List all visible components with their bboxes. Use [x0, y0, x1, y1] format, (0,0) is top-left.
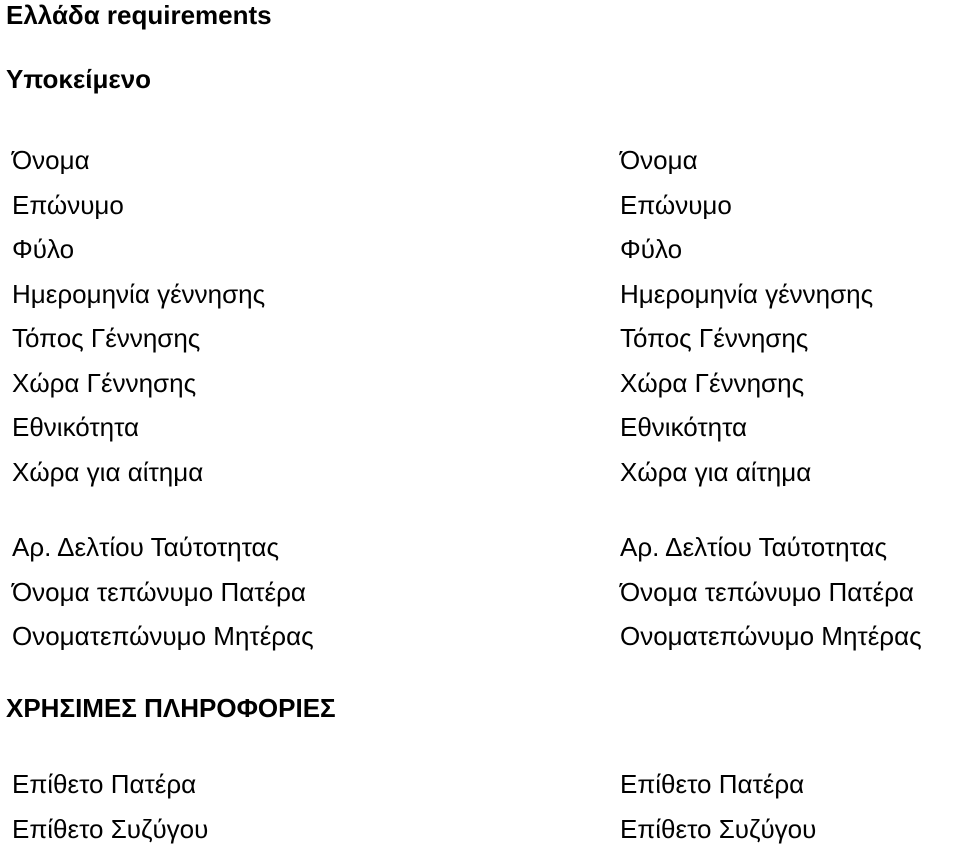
field-last-name-left: Επώνυμο — [12, 183, 265, 228]
field-birth-country-right: Χώρα Γέννησης — [620, 361, 873, 406]
field-mother-name-right: Ονοματεπώνυμο Μητέρας — [620, 614, 922, 659]
field-nationality-right: Εθνικότητα — [620, 405, 873, 450]
field-birth-date-left: Ημερομηνία γέννησης — [12, 272, 265, 317]
field-gender-left: Φύλο — [12, 227, 265, 272]
field-spouse-surname-right: Επίθετο Συζύγου — [620, 807, 816, 851]
field-request-country-right: Χώρα για αίτημα — [620, 450, 873, 495]
left-useful-info-fields — [12, 762, 208, 851]
left-identity-fields — [12, 525, 314, 659]
right-personal-fields — [620, 138, 873, 494]
useful-info-heading: ΧΡΗΣΙΜΕΣ ΠΛΗΡΟΦΟΡΙΕΣ — [6, 693, 336, 723]
field-father-surname-right: Επίθετο Πατέρα — [620, 762, 816, 807]
field-first-name-right: Όνομα — [620, 138, 873, 183]
field-father-name-left: Όνομα τεπώνυμο Πατέρα — [12, 570, 314, 615]
field-nationality-left: Εθνικότητα — [12, 405, 265, 450]
subject-heading: Υποκείμενο — [6, 64, 151, 94]
field-request-country-left: Χώρα για αίτημα — [12, 450, 265, 495]
field-mother-name-left: Ονοματεπώνυμο Μητέρας — [12, 614, 314, 659]
field-gender-right: Φύλο — [620, 227, 873, 272]
right-identity-fields — [620, 525, 922, 659]
field-birth-place-right: Τόπος Γέννησης — [620, 316, 873, 361]
field-father-surname-left: Επίθετο Πατέρα — [12, 762, 208, 807]
field-first-name-left: Όνομα — [12, 138, 265, 183]
field-last-name-right: Επώνυμο — [620, 183, 873, 228]
left-personal-fields — [12, 138, 265, 494]
field-father-name-right: Όνομα τεπώνυμο Πατέρα — [620, 570, 922, 615]
field-birth-place-left: Τόπος Γέννησης — [12, 316, 265, 361]
field-spouse-surname-left: Επίθετο Συζύγου — [12, 807, 208, 851]
field-id-number-left: Αρ. Δελτίου Ταύτοτητας — [12, 525, 314, 570]
field-birth-date-right: Ημερομηνία γέννησης — [620, 272, 873, 317]
field-birth-country-left: Χώρα Γέννησης — [12, 361, 265, 406]
right-useful-info-fields — [620, 762, 816, 851]
document-title: Ελλάδα requirements — [6, 0, 272, 30]
field-id-number-right: Αρ. Δελτίου Ταύτοτητας — [620, 525, 922, 570]
